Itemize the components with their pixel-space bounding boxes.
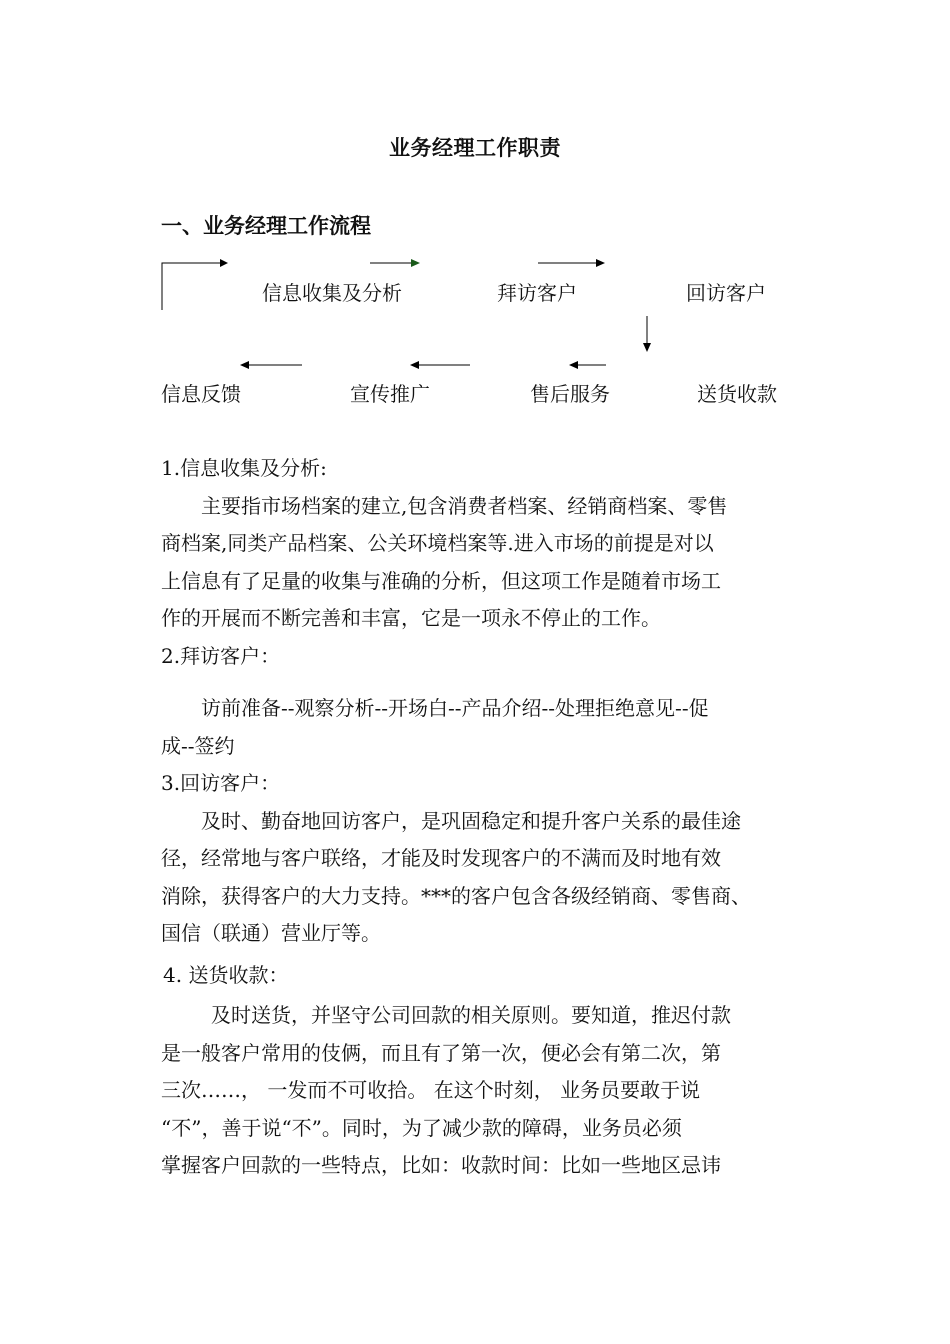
flow-step-after-sales: 售后服务: [530, 382, 610, 406]
section-1: [161, 450, 821, 675]
flow-step-revisit-customer: 回访客户: [686, 281, 766, 305]
paragraph-line: “不”，善于说“不”。同时，为了减少款的障碍，业务员必须: [161, 1115, 682, 1140]
paragraph-line: 消除，获得客户的大力支持。***的客户包含各级经销商、零售商、: [161, 883, 751, 908]
section-heading-1: 1.信息收集及分析:: [161, 456, 327, 480]
paragraph-line: 是一般客户常用的伎俩，而且有了第一次，便必会有第二次，第: [161, 1040, 721, 1065]
paragraph-line: 作的开展而不断完善和丰富，它是一项永不停止的工作。: [161, 606, 661, 630]
flow-step-promotion: 宣传推广: [350, 382, 430, 406]
section-heading-2: 2.拜访客户：: [161, 643, 281, 668]
paragraph-line: 径，经常地与客户联络，才能及时发现客户的不满而及时地有效: [161, 846, 721, 870]
paragraph-line: 主要指市场档案的建立,包含消费者档案、经销商档案、零售: [201, 493, 728, 518]
section-heading-3: 3.回访客户：: [161, 771, 281, 795]
section-heading-4: 4. 送货收款：: [163, 963, 289, 987]
flow-step-feedback: 信息反馈: [161, 382, 241, 406]
paragraph-line: 三次……， 一发而不可收拾。 在这个时刻， 业务员要敢于说: [161, 1078, 701, 1102]
flow-arrow-back-3: [0, 0, 950, 440]
section-4-body: [161, 997, 821, 1185]
paragraph-line: 成--签约: [161, 733, 235, 758]
paragraph-line: 上信息有了足量的收集与准确的分析，但这项工作是随着市场工: [161, 568, 721, 593]
paragraph-line: 及时送货，并坚守公司回款的相关原则。要知道，推迟付款: [211, 1003, 731, 1027]
paragraph-line: 访前准备--观察分析--开场白--产品介绍--处理拒绝意见--促: [201, 696, 709, 720]
paragraph-line: 掌握客户回款的一些特点，比如：收款时间：比如一些地区忌讳: [161, 1153, 721, 1177]
paragraph-line: 国信（联通）营业厅等。: [161, 921, 381, 945]
section-2: [161, 690, 821, 953]
flow-step-delivery-collection: 送货收款: [697, 382, 777, 406]
flow-step-visit-customer: 拜访客户: [497, 281, 577, 305]
section-heading: 一、业务经理工作流程: [161, 214, 371, 238]
document-title: 业务经理工作职责: [389, 136, 561, 160]
section-4: [161, 957, 821, 995]
paragraph-line: 商档案,同类产品档案、公关环境档案等.进入市场的前提是对以: [161, 531, 714, 555]
paragraph-line: 及时、勤奋地回访客户，是巩固稳定和提升客户关系的最佳途: [201, 808, 741, 833]
flow-step-info-collection: 信息收集及分析: [262, 281, 402, 305]
